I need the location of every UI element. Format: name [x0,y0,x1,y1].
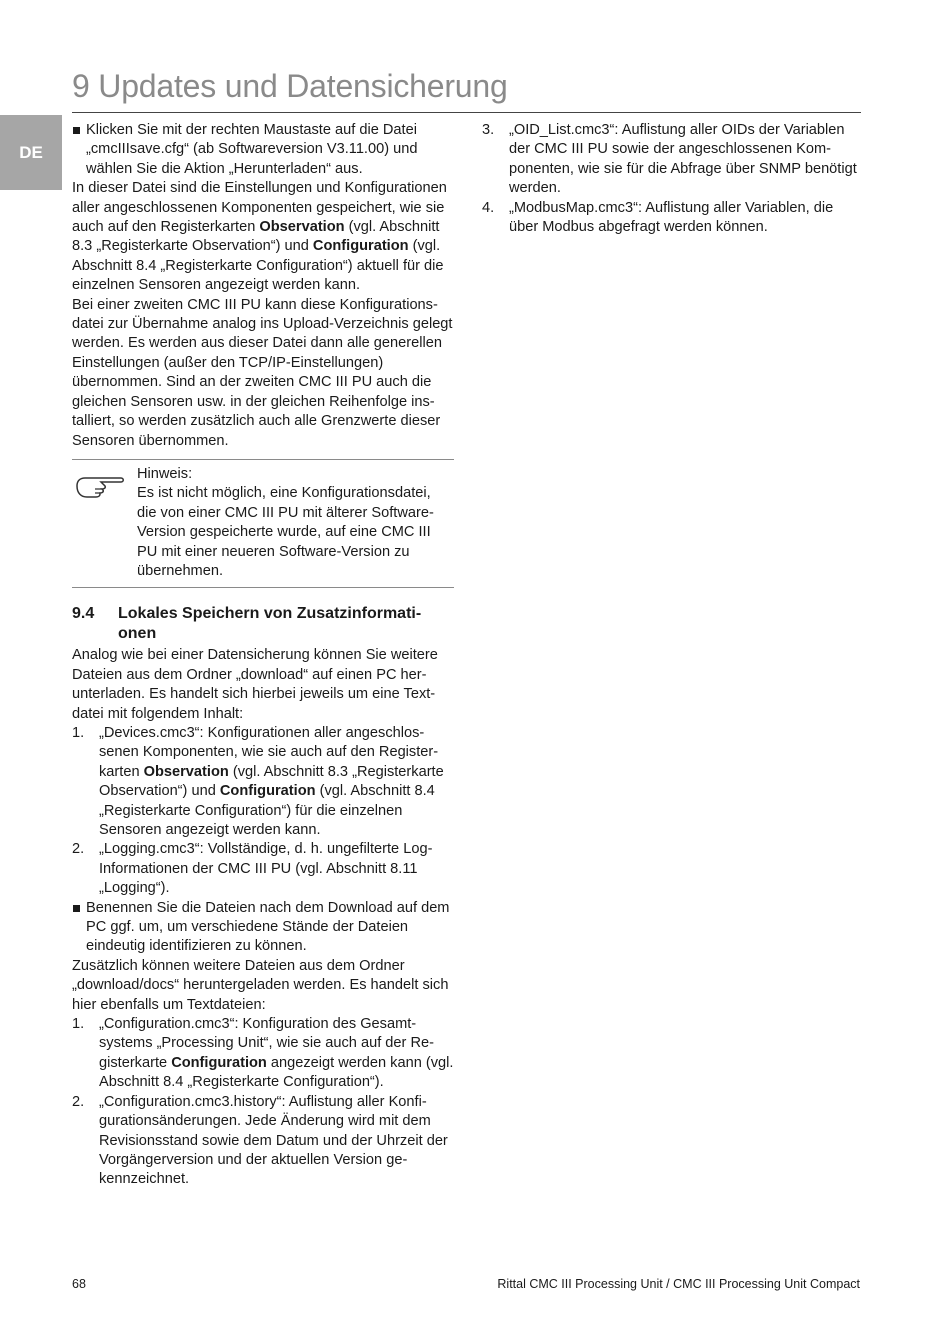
square-bullet-icon [73,127,80,134]
paragraph: Zusätzlich können weitere Dateien aus dem Ordner „download/docs“ heruntergeladen werden. Es handelt sich hier ebenfalls um Textdateien: [72,957,449,1013]
square-bullet-icon [73,905,80,912]
language-tab: DE [0,115,62,190]
list-item: 2. „Configuration.cmc3.history“: Auflistung aller Konfigurationsänderungen. Jede Änderung wird mit dem Revisionsstand sowie dem Datum und der Uhrzeit der Vorgängerversion und der aktuellen Version gekennzeichnet. [72,1093,448,1188]
list-item: 4. „ModbusMap.cmc3“: Auflistung aller Variablen, die über Modbus abgefragt werden können. [482,199,834,236]
footer-document-title: Rittal CMC III Processing Unit / CMC III Processing Unit Compact [497,1277,860,1291]
bullet-item: Benennen Sie die Dateien nach dem Download auf dem PC ggf. um, um verschiedene Stände der Dateien eindeutig identifizieren zu können. [72,899,454,957]
right-column [482,121,862,237]
list-item: 1. „Devices.cmc3“: Konfigurationen aller angeschlossenen Komponenten, wie sie auch auf den Registerkarten Observation (vgl. Abschnitt 8.3 „Registerkarte Observation“) und Configuration (vgl. Abschnitt 8.4 „Registerkarte Configuration“) für die einzelnen Sensoren angezeigt werden kann. [72,724,444,838]
paragraph: In dieser Datei sind die Einstellungen und Konfigurationen aller angeschlossenen Komponenten gespeichert, wie sie auch auf den Registerkarten Observation (vgl. Abschnitt 8.3 „Registerkarte Observation“) und Configuration (vgl. Abschnitt 8.4 „Registerkarte Configuration“) aktuell für die einzelnen Sensoren angezeigt werden kann. [72,180,447,294]
list-item: 2. „Logging.cmc3“: Vollständige, d. h. ungefilterte Log-Informationen der CMC III PU (vgl. Abschnitt 8.11 „Logging“). [72,841,433,897]
paragraph: Analog wie bei einer Datensicherung können Sie weitere Dateien aus dem Ordner „download“ auf einen PC herunterladen. Es handelt sich hierbei jeweils um eine Textdatei mit folgendem Inhalt: [72,647,438,722]
pointing-hand-icon [75,474,125,498]
paragraph: Bei einer zweiten CMC III PU kann diese Konfigurationsdatei zur Übernahme analog ins Upload-Verzeichnis gelegt werden. Es werden aus dieser Datei dann alle generellen Einstellungen (außer den TCP/IP-Einstellungen) übernommen. Sind an der zweiten CMC III PU auch die gleichen Sensoren usw. in der gleichen Reihenfolge installiert, so werden zusätzlich auch alle Grenzwerte dieser Sensoren übernommen. [72,296,453,449]
note-text: Es ist nicht möglich, eine Konfigurationsdatei, die von einer CMC III PU mit älterer SoftwareVersion gespeicherte wurde, auf eine CMC III PU mit einer neueren Software-Version zu übernehmen. [137,485,434,579]
list-item: 1. „Configuration.cmc3“: Konfiguration des Gesamtsystems „Processing Unit“, wie sie auch auf der Registerkarte Configuration angezeigt werden kann (vgl. Abschnitt 8.4 „Registerkarte Configuration“). [72,1016,454,1091]
page-title: 9 Updates und Datensicherung [72,68,508,104]
page-number: 68 [72,1277,86,1291]
bullet-item: Klicken Sie mit der rechten Maustaste auf die Datei „cmcIIIsave.cfg“ (ab Softwareversion V3.11.00) und wählen Sie die Aktion „Herunterladen“ aus. [72,121,454,179]
note-label: Hinweis: [137,465,193,482]
note-box [72,459,454,588]
section-heading: 9.4 Lokales Speichern von Zusatzinformationen [72,605,422,643]
list-item: 3. „OID_List.cmc3“: Auflistung aller OIDs der Variablen der CMC III PU sowie der angeschlossenen Komponenten, wie sie für die Abfrage über SNMP benötigt werden. [482,122,857,197]
left-column [72,121,454,1190]
title-divider [72,112,861,113]
